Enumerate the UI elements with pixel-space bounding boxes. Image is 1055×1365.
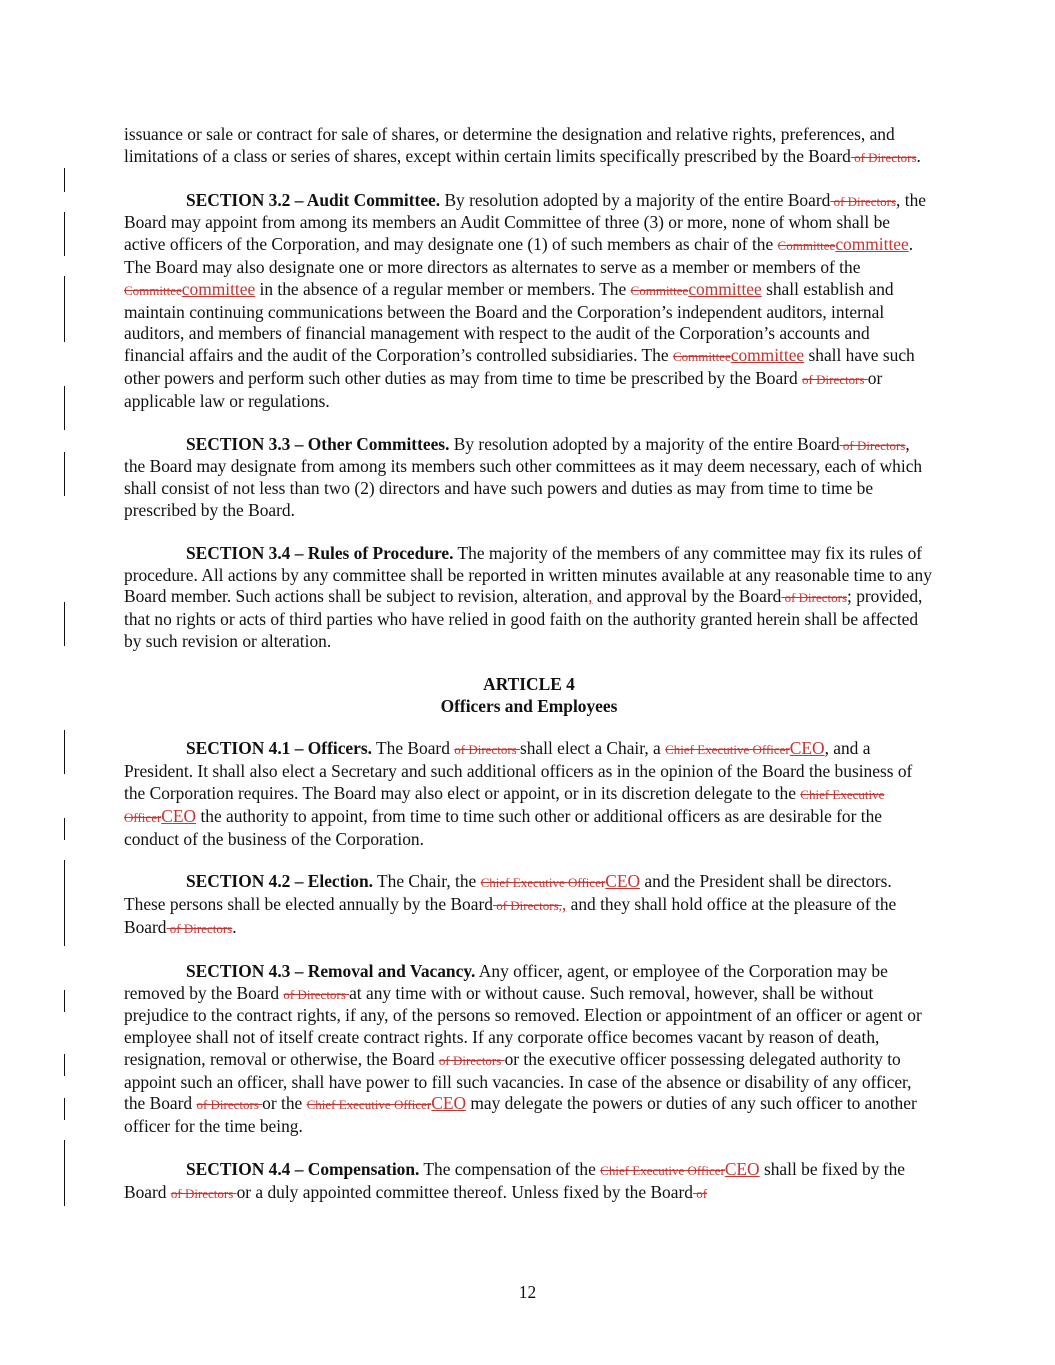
deleted-text: of Directors (802, 371, 868, 387)
body-text: and approval by the Board (592, 586, 782, 607)
deleted-text: of Directors (196, 1097, 263, 1113)
paragraph-intro (124, 124, 934, 169)
inserted-text: CEO (724, 1159, 760, 1180)
section-heading: SECTION 4.2 – Election. (186, 871, 373, 892)
body-text: The majority of the members of any committee may fix its rules of procedure. All actions by any committee shall be reported in written minutes available at any reasonable time to any Board member. Such actions shall be subject to revision, alteration (124, 542, 932, 607)
body-text: . (916, 145, 921, 166)
article-title: Officers and Employees (440, 695, 618, 716)
section-3-4 (124, 543, 934, 653)
body-text: By resolution adopted by a majority of the entire Board (440, 189, 831, 210)
deleted-text: Chief Executive Officer (600, 1163, 725, 1179)
deleted-text: of Directors (283, 986, 350, 1002)
inserted-text: , (588, 586, 593, 607)
deleted-text: Committee (672, 349, 731, 365)
body-text: Any officer, agent, or employee of the Corporation may be removed by the Board (124, 960, 888, 1003)
body-text: or a duly appointed committee thereof. Unless fixed by the Board (236, 1181, 693, 1202)
deleted-text: of Directors, (492, 898, 562, 914)
article-heading (124, 674, 934, 718)
body-text: shall elect a Chair, a (519, 738, 666, 759)
deleted-text: Chief Executive Officer (665, 742, 790, 758)
deleted-text: of Directors (438, 1052, 505, 1068)
body-text: or the executive officer possessing delegated authority to appoint such an officer, shall have power to fill such vacancies. In case of the absence or disability of any officer, the Board (124, 1048, 912, 1114)
body-text: at any time with or without cause. Such removal, however, shall be without prejudice to the contract rights, if any, of the persons so removed. Election or appointment of an officer or agent or employee shall not of itself create contract rights. If any corporate office becomes vacant by reason of death, resignation, removal or otherwise, the Board (124, 982, 922, 1069)
body-text: or the (262, 1093, 307, 1114)
inserted-text: committee (730, 345, 805, 366)
section-heading: SECTION 4.4 – Compensation. (186, 1159, 420, 1180)
body-text: and the President shall be directors. These persons shall be elected annually by the Board (124, 871, 892, 915)
deleted-text: of Directors (850, 149, 917, 165)
change-bar (64, 1140, 65, 1206)
body-text: in the absence of a regular member or members. The (255, 278, 631, 299)
change-bar (64, 1054, 65, 1076)
deleted-text: Committee (777, 238, 836, 254)
inserted-text: CEO (789, 738, 825, 759)
deleted-text: of Directors (166, 920, 233, 936)
inserted-text: CEO (431, 1093, 467, 1114)
body-text: the authority to appoint, from time to time such other or additional officers as are desirable for the conduct of the business of the Corporation. (124, 805, 883, 849)
inserted-text: CEO (161, 805, 197, 826)
change-bar (64, 386, 65, 430)
section-4-1 (124, 738, 934, 850)
page-number: 12 (518, 1282, 537, 1302)
body-text: . The Board may also designate one or more directors as alternates to serve as a member or members of the (124, 234, 914, 277)
section-3-2 (124, 190, 934, 413)
change-bar (64, 730, 65, 774)
section-4-4 (124, 1159, 934, 1205)
body-text: shall establish and maintain continuing communications between the Board and the Corporation’s independent auditors, internal auditors, and members of financial management with respect to the audit of the Corporation’s accounts and financial affairs and the audit of the Corporation’s controlled subsidiaries. The (124, 278, 894, 366)
change-bar (64, 276, 65, 342)
document-page (124, 124, 934, 1226)
deleted-text: Chief Executive Officer (480, 875, 606, 891)
deleted-text: of Directors (454, 742, 520, 758)
inserted-text: committee (688, 278, 762, 299)
section-4-2 (124, 871, 934, 939)
deleted-text: Chief Executive Officer (124, 786, 885, 825)
body-text: , the Board may appoint from among its members an Audit Committee of three (3) or more, none of whom shall be active officers of the Corporation, and may designate one (1) of such members as chair of the (124, 189, 926, 255)
change-bar (64, 818, 65, 840)
section-3-3 (124, 434, 934, 522)
section-4-3 (124, 961, 934, 1138)
change-bar (64, 212, 65, 256)
body-text: may delegate the powers or duties of any such officer to another officer for the time being. (124, 1093, 917, 1137)
section-heading: SECTION 3.4 – Rules of Procedure. (186, 542, 454, 563)
body-text: issuance or sale or contract for sale of shares, or determine the designation and relative rights, preferences, and limitations of a class or series of shares, except within certain limits specifically prescribed by the Board (124, 124, 895, 166)
section-heading: SECTION 3.3 – Other Committees. (186, 433, 450, 454)
deleted-text: of Directors (781, 590, 848, 606)
body-text: By resolution adopted by a majority of the entire Board (449, 433, 840, 454)
inserted-text: committee (835, 234, 909, 255)
body-text: The compensation of the (419, 1159, 601, 1180)
change-bar (64, 860, 65, 946)
section-heading: SECTION 4.3 – Removal and Vacancy. (186, 960, 476, 981)
change-bar (64, 168, 65, 192)
inserted-text: CEO (605, 871, 641, 892)
inserted-text: , (561, 894, 567, 915)
change-bar (64, 990, 65, 1012)
deleted-text: Committee (124, 282, 182, 298)
body-text: . (232, 916, 237, 937)
deleted-text: of Directors (830, 193, 897, 209)
deleted-text: Chief Executive Officer (306, 1097, 432, 1113)
change-bar (64, 1098, 65, 1120)
body-text: ; provided, that no rights or acts of third parties who have relied in good faith on the authority granted herein shall be affected by such revision or alteration. (124, 586, 923, 651)
inserted-text: committee (181, 278, 256, 299)
deleted-text: of Directors (839, 437, 906, 453)
body-text: shall have such other powers and perform such other duties as may from time to time be prescribed by the Board (124, 345, 915, 388)
deleted-text: of Directors (170, 1185, 237, 1201)
body-text: shall be fixed by the Board (124, 1159, 905, 1202)
change-bar (64, 452, 65, 496)
change-bar (64, 602, 65, 646)
section-heading: SECTION 3.2 – Audit Committee. (186, 189, 441, 210)
section-heading: SECTION 4.1 – Officers. (186, 738, 372, 759)
body-text: or applicable law or regulations. (124, 367, 883, 411)
body-text: , the Board may designate from among its members such other committees as it may deem necessary, each of which shall consist of not less than two (2) directors and have such powers and duties as may from time to time be prescribed by the Board. (124, 433, 923, 520)
body-text: The Board (371, 738, 455, 759)
body-text: and they shall hold office at the pleasure of the Board (124, 894, 897, 937)
deleted-text: Committee (630, 282, 689, 298)
deleted-text: of (692, 1185, 708, 1201)
article-number: ARTICLE 4 (483, 673, 575, 694)
body-text: , and a President. It shall also elect a Secretary and such additional officers as in the opinion of the Board the business of the Corporation requires. The Board may also elect or appoint, or in its discretion delegate to the (124, 738, 913, 803)
body-text: The Chair, the (372, 871, 481, 892)
